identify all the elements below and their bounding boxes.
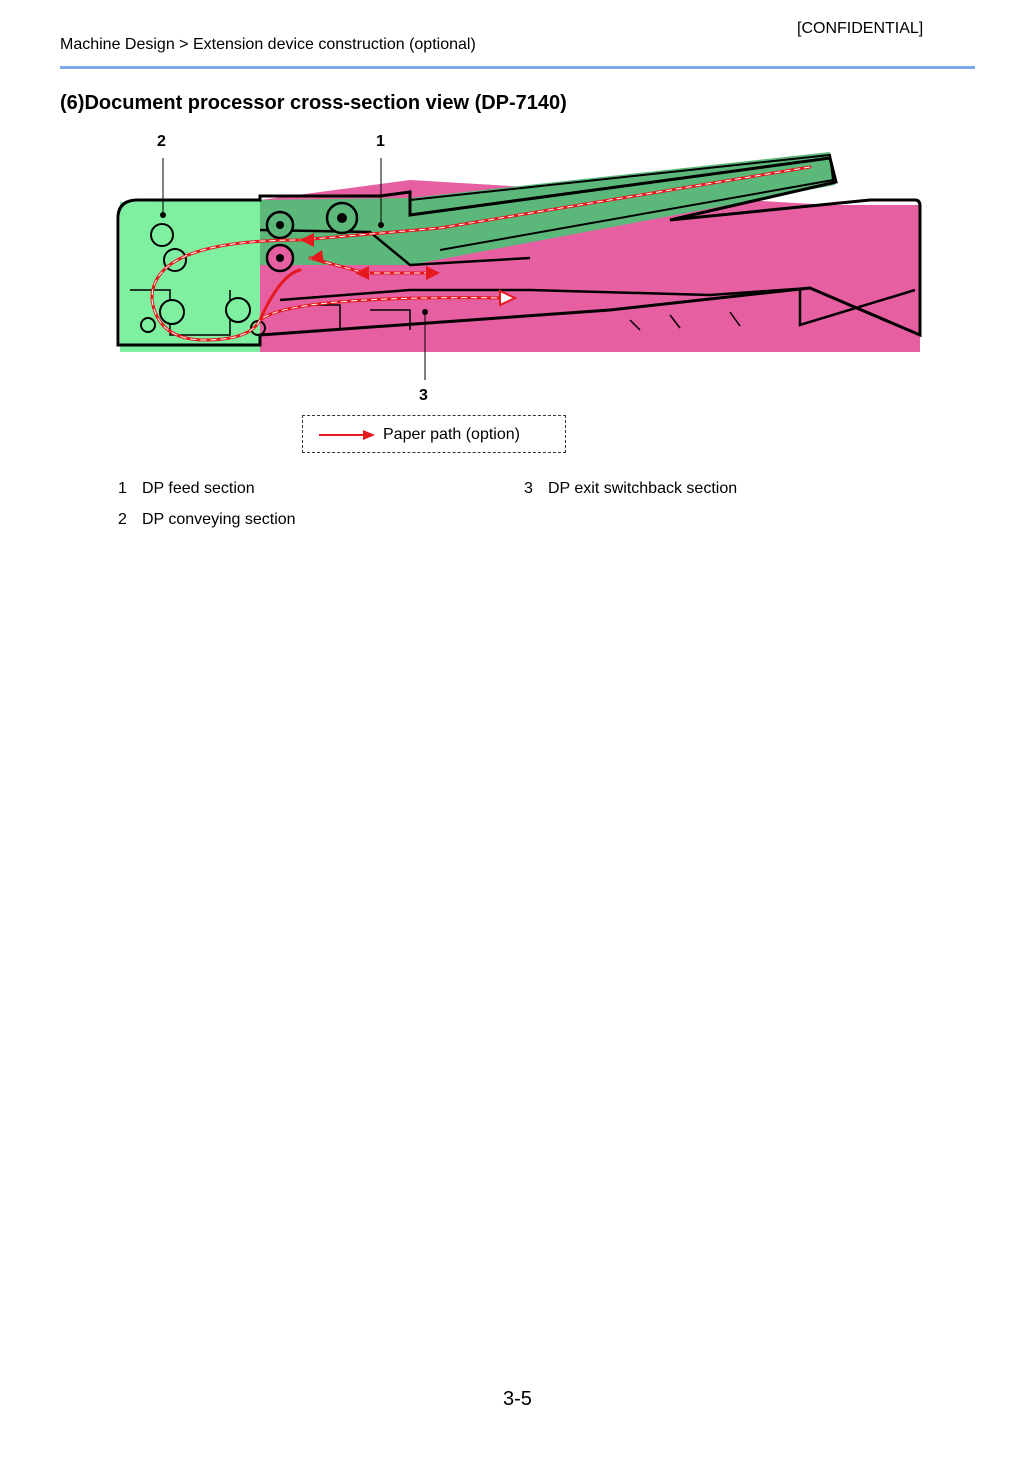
parts-list-item: [524, 480, 737, 498]
callout-2: 2: [157, 133, 166, 150]
part-label: DP exit switchback section: [548, 480, 738, 497]
roller: [160, 300, 184, 324]
part-number: 2: [118, 511, 127, 528]
part-number: 1: [118, 480, 127, 497]
legend-label: Paper path (option): [383, 426, 520, 443]
callout-3: 3: [419, 387, 428, 404]
roller: [226, 298, 250, 322]
roller: [151, 224, 173, 246]
callout-1: 1: [376, 133, 385, 150]
header-rule: [60, 66, 975, 69]
page-number: 3-5: [503, 1388, 532, 1410]
legend-arrow-icon: [317, 428, 377, 442]
part-number: 3: [524, 480, 533, 497]
roller-hub: [337, 213, 347, 223]
roller-hub: [276, 221, 284, 229]
conveying-section-area: [120, 200, 260, 352]
roller-hub: [276, 254, 284, 262]
parts-list-item: [118, 480, 255, 498]
leader-dot-1: [378, 222, 384, 228]
leader-dot-3: [422, 309, 428, 315]
breadcrumb: Machine Design > Extension device construction (optional): [60, 36, 476, 53]
leader-dot-2: [160, 212, 166, 218]
confidential-label: [CONFIDENTIAL]: [797, 20, 924, 37]
section-title: (6)Document processor cross-section view (DP-7140): [60, 92, 567, 114]
part-label: DP conveying section: [142, 511, 296, 528]
parts-list-item: [118, 511, 296, 529]
legend-box: [302, 415, 566, 453]
cross-section-diagram: [110, 140, 930, 410]
part-label: DP feed section: [142, 480, 255, 497]
